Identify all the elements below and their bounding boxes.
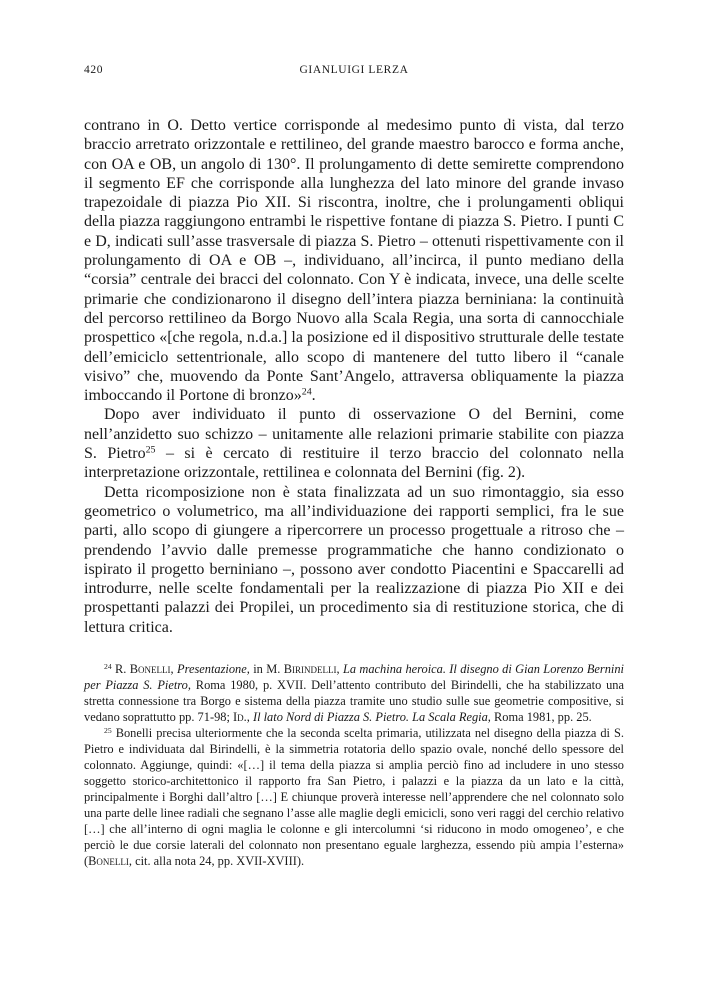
footnotes — [84, 661, 624, 869]
running-head: GIANLUIGI LERZA — [299, 64, 409, 76]
paragraph-1-end: . — [311, 387, 316, 405]
paragraph-1-text: contrano in O. Detto vertice corrisponde al medesimo punto di vista, dal terzo braccio arretrato orizzontale e rettilineo, del grande maestro barocco e forma anche, con OA e OB, un angolo di 130°. Il prolungamento di dette semirette comprendono il segmento EF che corrisponde alla lunghezza del lato minore del grande invaso trapezoidale di piazza Pio XII. Si riscontra, inoltre, che i prolungamenti obliqui della piazza raggiungono entrambi le rispettive fontane di piazza S. Pietro. I punti C e D, indicati sull’asse trasversale di piazza S. Pietro – ottenuti rispettivamente con il prolungamento di OA e OB –, individuano, all’incirca, il punto mediano della “corsia” centrale dei bracci del colonnato. Con Y è indicata, invece, una delle scelte primarie che condizionarono il disegno dell’intera piazza berniniana: la continuità del percorso rettilineo da Borgo Nuovo alla Scala Regia, una sorta di cannocchiale prospettico «[che regola, n.d.a.] la posizione ed il dispositivo strutturale delle testate dell’emiciclo settentrionale, allo scopo di mantenere del tutto libero il “canale visivo” che, muovendo da Ponte Sant’Angelo, attraversa obliquamente la piazza imboccando il Portone di bronzo» — [84, 117, 624, 405]
work-title: Presentazione, — [177, 662, 250, 676]
paragraph-2 — [84, 405, 624, 482]
page-header — [84, 64, 624, 80]
author-name: Bonelli — [129, 662, 171, 676]
paragraph-1 — [84, 116, 624, 405]
footnote-ref-25: 25 — [145, 444, 156, 456]
footnote-25: $^{25}$ Bonelli precisa ulteriormente che la seconda scelta primaria, utilizzata nel disegno della piazza di S. Pietro e individuata dal Birindelli, è la simmetria rotatoria dello spazio ovale, nonché dello spessore del colonnato. Aggiunge, quindi: «[…] il tema della piazza si amplia perciò fino ad includere in uno stesso soggetto storico-architettonico il rapporto fra San Pietro, i palazzi e la piazza da un lato e la città, principalmente i Borghi dall’altro […] E chiunque proverà interesse nell’apprendere che nel colonnato solo una parte delle linee radiali che segnano l’asse alle maglie degli emicicli, sono veri raggi del cerchio relativo […] che all’interno di ogni maglia le colonne e gli intercolumni ‘si riducono in modo omogeneo’, e che perciò le due corsie laterali del colonnato non presentano eguale larghezza, essendo più ampia l’esterna» (Bonelli, cit. alla nota 24, pp. XVII-XVIII). — [84, 725, 624, 868]
page-number: 420 — [84, 64, 104, 76]
footnote-25-number: 25 — [104, 725, 112, 735]
footnote-24-number: 24 — [104, 661, 112, 671]
main-text — [84, 116, 624, 637]
paragraph-3: Detta ricomposizione non è stata finalizzata ad un suo rimontaggio, sia esso geometrico o volumetrico, ma all’individuazione dei rapporti semplici, fra le sue parti, allo scopo di giungere a ripercorrere un processo progettuale a ritroso che – prendendo l’avvio dalle premesse programmatiche che hanno condizionato o ispirato il progetto berniniano –, possono aver condotto Piacentini e Spaccarelli ad introdurre, nelle scelte fondamentali per la realizzazione di piazza Pio XII e dei prospettanti palazzi dei Propilei, un procedimento sia di restituzione storica, che di lettura critica. — [84, 483, 624, 636]
footnote-24: $^{24}$ R. Bonelli, Presentazione, in M. Birindelli, La machina heroica. Il disegno di Gian Lorenzo Bernini per Piazza S. Pietro, Roma 1980, p. XVII. Dell’attento contributo del Birindelli, che ha stabilizzato una stretta connessione tra Borgo e sistema della piazza tramite uno studio sulle sue geometrie compositive, si vedano soprattutto pp. 71-98; Id., Il lato Nord di Piazza S. Pietro. La Scala Regia, Roma 1981, pp. 25. — [84, 661, 624, 724]
paragraph-2-end: – si è cercato di restituire il terzo braccio del colonnato nella interpretazione orizzontale, rettilinea e colonnata del Bernini (fig. 2). — [84, 445, 624, 482]
paragraph-2-text: Dopo aver individuato il punto di osservazione O del Bernini, come nell’anzidetto suo schizzo – unitamente alle relazioni primarie stabilite con piazza S. Pietro — [84, 406, 624, 463]
author-name: Bonelli — [88, 854, 129, 868]
work-title: La machina heroica. Il disegno di Gian Lorenzo Bernini per Piazza S. Pietro, — [84, 662, 624, 692]
author-name: Birindelli — [283, 662, 337, 676]
work-title: Il lato Nord di Piazza S. Pietro. La Scala Regia, — [252, 710, 491, 724]
footnote-ref-24: 24 — [301, 386, 312, 398]
author-name: Id — [233, 710, 244, 724]
